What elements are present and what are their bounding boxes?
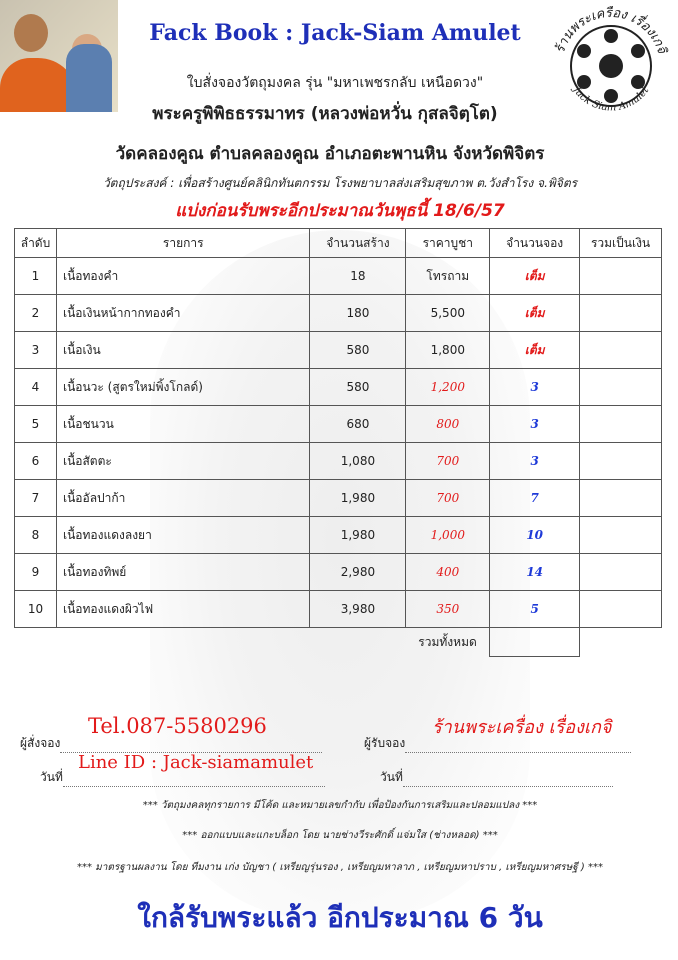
- line-id: Line ID : Jack-siamamulet: [78, 752, 314, 773]
- row-item: เนื้อทองแดงลงยา: [56, 517, 310, 554]
- row-no: 5: [15, 406, 57, 443]
- note-code: *** วัตถุมงคลทุกรายการ มีโค้ด และหมายเลขกำกับ เพื่อป้องกันการเสริมและปลอมแปลง ***: [142, 800, 538, 811]
- row-made: 580: [310, 369, 406, 406]
- note-standard: *** มาตรฐานผลงาน โดย ทีมงาน เก่ง บัญชา ( เหรียญรุ่นรอง , เหรียญมหาลาภ , เหรียญมหาปราบ , เหรียญมหาศรษฐี ) ***: [76, 862, 603, 873]
- table-row: [15, 295, 662, 332]
- receiver-date-line: [380, 768, 613, 787]
- orderer-date-label: วันที่: [40, 770, 63, 784]
- row-total: [580, 332, 662, 369]
- row-booked: เต็ม: [490, 258, 580, 295]
- row-item: เนื้อทองแดงผิวไฟ: [56, 591, 310, 628]
- table-row: [15, 480, 662, 517]
- row-total: [580, 554, 662, 591]
- header-no: ลำดับ: [15, 229, 57, 258]
- total-value: [490, 628, 580, 657]
- row-total: [580, 443, 662, 480]
- monk-photo: [0, 0, 118, 112]
- table-row: [15, 258, 662, 295]
- delivery-notice: แบ่งก่อนรับพระอีกประมาณวันพุธนี้ 18/6/57: [175, 201, 505, 221]
- row-price: 1,000: [406, 517, 490, 554]
- row-booked: 14: [490, 554, 580, 591]
- monk-name: พระครูพิพิธธรรมาทร (หลวงพ่อหวั่น กุสลจิตฺโต): [152, 104, 498, 124]
- row-item: เนื้อเงินหน้ากากทองคำ: [56, 295, 310, 332]
- row-no: 10: [15, 591, 57, 628]
- order-form-title: ใบสั่งจองวัตถุมงคล รุ่น "มหาเพชรกลับ เหนือดวง": [186, 75, 484, 91]
- row-price: 700: [406, 443, 490, 480]
- row-price: โทรถาม: [406, 258, 490, 295]
- row-no: 4: [15, 369, 57, 406]
- row-booked: 3: [490, 406, 580, 443]
- row-no: 2: [15, 295, 57, 332]
- header-item: รายการ: [56, 229, 310, 258]
- table-row: [15, 443, 662, 480]
- row-booked: 5: [490, 591, 580, 628]
- table-header-row: [15, 229, 662, 258]
- footer-notice: ใกล้รับพระแล้ว อีกประมาณ 6 วัน: [137, 901, 543, 934]
- table-row: [15, 332, 662, 369]
- receiver-label: ผู้รับจอง: [364, 736, 406, 750]
- row-item: เนื้อนวะ (สูตรใหม่พิ้งโกลด์): [56, 369, 310, 406]
- header-booked: จำนวนจอง: [490, 229, 580, 258]
- total-label: รวมทั้งหมด: [418, 634, 477, 649]
- row-total: [580, 369, 662, 406]
- logo-text-top: ร้านพระเครื่อง เรื่องเกจิ: [552, 6, 670, 56]
- orderer-label: ผู้สั่งจอง: [20, 736, 61, 750]
- shop-name: ร้านพระเครื่อง เรื่องเกจิ: [432, 717, 612, 738]
- row-item: เนื้อเงิน: [56, 332, 310, 369]
- row-made: 18: [310, 258, 406, 295]
- telephone-number: Tel.087-5580296: [88, 714, 267, 738]
- row-price: 5,500: [406, 295, 490, 332]
- row-made: 580: [310, 332, 406, 369]
- row-price: 350: [406, 591, 490, 628]
- header-total: รวมเป็นเงิน: [580, 229, 662, 258]
- row-made: 680: [310, 406, 406, 443]
- note-designer: *** ออกแบบและแกะบล็อก โดย นายช่างวีระศักดิ์ แจ่มใส (ช่างหลอด) ***: [182, 830, 498, 841]
- row-total: [580, 406, 662, 443]
- table-row: [15, 369, 662, 406]
- row-made: 1,980: [310, 517, 406, 554]
- row-made: 1,080: [310, 443, 406, 480]
- row-no: 6: [15, 443, 57, 480]
- row-no: 8: [15, 517, 57, 554]
- row-item: เนื้อทองทิพย์: [56, 554, 310, 591]
- row-total: [580, 517, 662, 554]
- temple-address: วัดคลองคูณ ตำบลคลองคูณ อำเภอตะพานหิน จังหวัดพิจิตร: [115, 144, 545, 164]
- row-price: 700: [406, 480, 490, 517]
- row-item: เนื้อทองคำ: [56, 258, 310, 295]
- row-made: 3,980: [310, 591, 406, 628]
- receiver-date-label: วันที่: [380, 770, 403, 784]
- row-total: [580, 480, 662, 517]
- row-booked: 3: [490, 369, 580, 406]
- row-no: 1: [15, 258, 57, 295]
- row-price: 800: [406, 406, 490, 443]
- row-made: 180: [310, 295, 406, 332]
- logo-text-bottom: Jack Siam Amulet: [570, 85, 652, 114]
- row-total: [580, 295, 662, 332]
- row-price: 400: [406, 554, 490, 591]
- table-row: [15, 406, 662, 443]
- header-price: ราคาบูชา: [406, 229, 490, 258]
- facebook-title: Fack Book : Jack-Siam Amulet: [149, 20, 521, 46]
- row-no: 3: [15, 332, 57, 369]
- row-price: 1,200: [406, 369, 490, 406]
- row-price: 1,800: [406, 332, 490, 369]
- row-no: 9: [15, 554, 57, 591]
- row-booked: 7: [490, 480, 580, 517]
- table-row: [15, 554, 662, 591]
- table-row: [15, 517, 662, 554]
- row-booked: เต็ม: [490, 295, 580, 332]
- row-booked: เต็ม: [490, 332, 580, 369]
- shop-logo: [548, 6, 674, 124]
- row-booked: 3: [490, 443, 580, 480]
- order-table: [14, 228, 662, 657]
- row-item: เนื้อชนวน: [56, 406, 310, 443]
- purpose-text: วัตถุประสงค์ : เพื่อสร้างศูนย์คลินิกทันตกรรม โรงพยาบาลส่งเสริมสุขภาพ ต.วังสำโรง จ.พิจิตร: [102, 176, 578, 190]
- table-row: [15, 591, 662, 628]
- row-item: เนื้ออัลปาก้า: [56, 480, 310, 517]
- row-booked: 10: [490, 517, 580, 554]
- row-item: เนื้อสัตตะ: [56, 443, 310, 480]
- total-row: [15, 628, 662, 657]
- row-total: [580, 258, 662, 295]
- row-no: 7: [15, 480, 57, 517]
- header-made: จำนวนสร้าง: [310, 229, 406, 258]
- row-total: [580, 591, 662, 628]
- row-made: 2,980: [310, 554, 406, 591]
- row-made: 1,980: [310, 480, 406, 517]
